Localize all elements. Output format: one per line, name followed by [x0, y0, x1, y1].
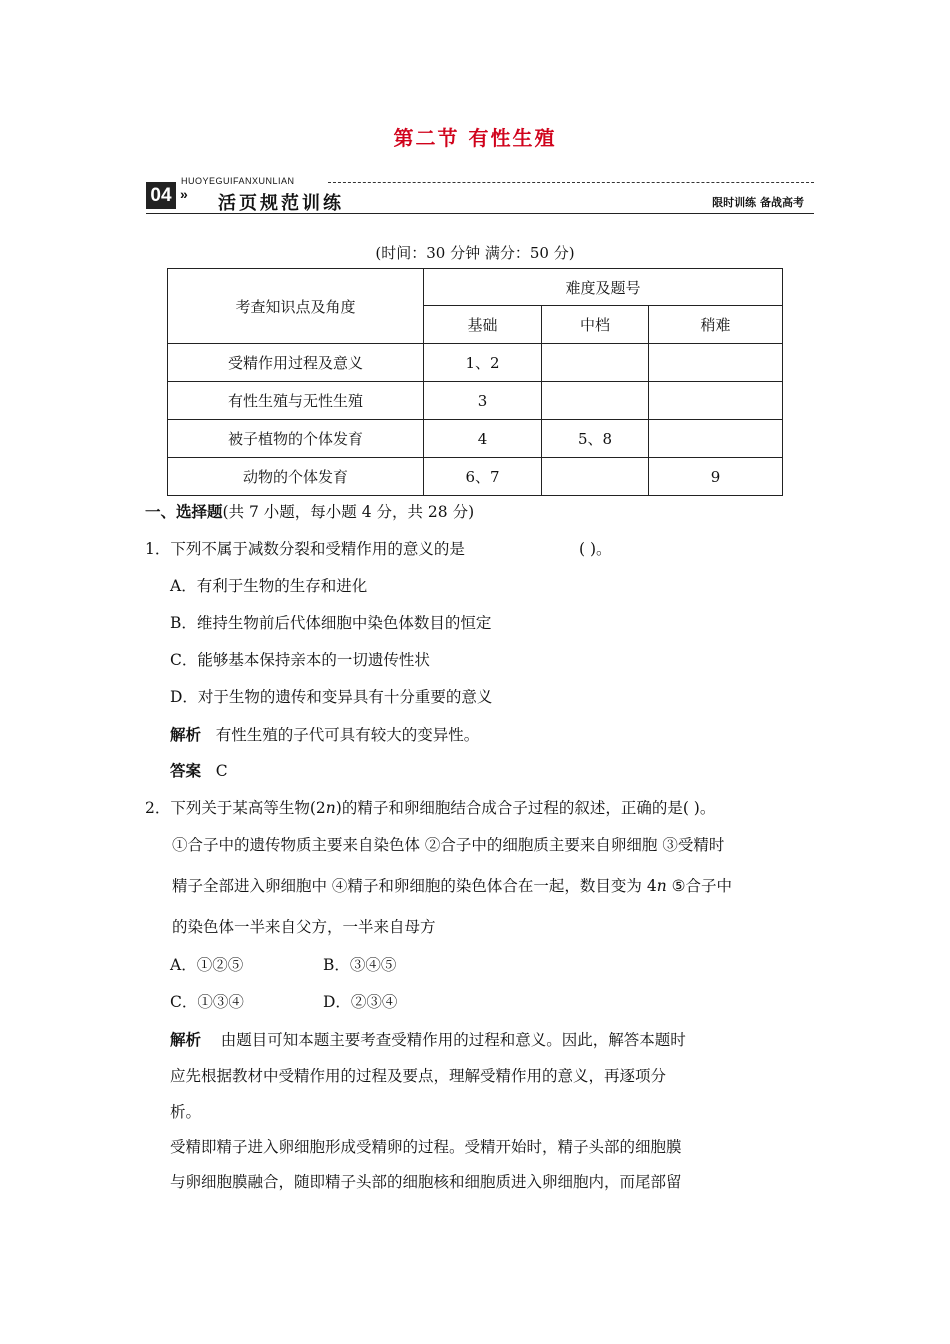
q2-stem-part: )的精子和卵细胞结合成合子过程的叙述，正确的是( )。: [335, 799, 716, 817]
table-cell: [649, 344, 783, 382]
table-level-header: 基础: [424, 306, 542, 344]
table-difficulty-header: 难度及题号: [424, 269, 783, 306]
section-banner: [146, 176, 814, 216]
q2-option-a: A．①②⑤: [170, 956, 244, 974]
q2-option-c: C．①③④: [170, 993, 244, 1011]
q2-line-italic: n: [656, 877, 667, 895]
q1-option-c: C．能够基本保持亲本的一切遗传性状: [170, 651, 430, 669]
table-cell: 1、2: [424, 344, 542, 382]
table-cell: [649, 382, 783, 420]
banner-title: 活页规范训练: [218, 193, 344, 214]
table-cell: [649, 420, 783, 458]
analysis-label: 解析: [170, 1031, 202, 1049]
q2-analysis-line: [170, 1028, 686, 1050]
q2-line-part: 精子全部进入卵细胞中 ④精子和卵细胞的染色体合在一起，数目变为 4: [172, 877, 657, 895]
analysis-label: 解析: [170, 726, 202, 744]
q1-answer-bracket: ( )。: [579, 540, 612, 558]
q2-line-part: ⑤合子中: [666, 877, 733, 895]
page-title: 第二节 有性生殖: [393, 126, 557, 150]
answer-text: C: [215, 762, 228, 780]
table-level-header: 稍难: [649, 306, 783, 344]
section-heading: [145, 500, 474, 522]
section-heading-bold: 一、选择题: [145, 503, 223, 521]
table-row: [168, 382, 783, 420]
banner-tagline: 限时训练 备战高考: [712, 196, 804, 209]
q1-option-d: D．对于生物的遗传和变异具有十分重要的意义: [170, 688, 493, 706]
table-cell: [542, 382, 649, 420]
time-score-line: (时间：30 分钟 满分：50 分): [375, 244, 575, 262]
table-cell: 5、8: [542, 420, 649, 458]
table-cell: 4: [424, 420, 542, 458]
banner-dashed-line: [328, 182, 814, 183]
table-topic-header: 考查知识点及角度: [168, 269, 424, 344]
banner-pinyin: HUOYEGUIFANXUNLIAN: [181, 176, 295, 186]
q2-statement-line: 的染色体一半来自父方，一半来自母方: [172, 918, 436, 936]
analysis-text: 有性生殖的子代可具有较大的变异性。: [215, 726, 480, 744]
table-row: [168, 458, 783, 496]
table-row: [168, 344, 783, 382]
table-cell-topic: 有性生殖与无性生殖: [168, 382, 424, 420]
table-cell: 6、7: [424, 458, 542, 496]
q2-analysis-line: 受精即精子进入卵细胞形成受精卵的过程。受精开始时，精子头部的细胞膜: [170, 1138, 682, 1156]
q2-analysis-line: 应先根据教材中受精作用的过程及要点，理解受精作用的意义，再逐项分: [170, 1067, 667, 1085]
chevron-right-icon: »: [180, 186, 188, 202]
q2-analysis-line: 与卵细胞膜融合，随即精子头部的细胞核和细胞质进入卵细胞内，而尾部留: [170, 1173, 682, 1191]
table-cell: 9: [649, 458, 783, 496]
q1-answer: [170, 759, 228, 781]
q2-option-b: B．③④⑤: [323, 956, 397, 974]
table-cell-topic: 受精作用过程及意义: [168, 344, 424, 382]
knowledge-table: [167, 268, 783, 496]
banner-underline: [146, 213, 814, 214]
table-cell: 3: [424, 382, 542, 420]
q2-analysis-line: 析。: [170, 1103, 202, 1121]
table-level-header: 中档: [542, 306, 649, 344]
q2-stem: [145, 796, 715, 818]
banner-number: 04: [146, 182, 176, 209]
q2-option-d: D．②③④: [323, 993, 398, 1011]
table-cell-topic: 动物的个体发育: [168, 458, 424, 496]
q1-stem: 1．下列不属于减数分裂和受精作用的意义的是: [145, 540, 465, 558]
table-row: [168, 420, 783, 458]
table-cell: [542, 344, 649, 382]
q2-statement-line: ①合子中的遗传物质主要来自染色体 ②合子中的细胞质主要来自卵细胞 ③受精时: [172, 836, 725, 854]
section-heading-detail: (共 7 小题，每小题 4 分，共 28 分): [222, 503, 475, 521]
q1-option-a: A．有利于生物的生存和进化: [170, 577, 368, 595]
q1-option-b: B．维持生物前后代体细胞中染色体数目的恒定: [170, 614, 492, 632]
answer-label: 答案: [170, 762, 202, 780]
q1-analysis: [170, 723, 479, 745]
q2-stem-italic: n: [325, 799, 336, 817]
q2-statement-line: [172, 874, 732, 896]
q2-stem-part: 2．下列关于某高等生物(2: [145, 799, 326, 817]
table-cell-topic: 被子植物的个体发育: [168, 420, 424, 458]
analysis-text: 由题目可知本题主要考查受精作用的过程和意义。因此，解答本题时: [220, 1031, 686, 1049]
table-cell: [542, 458, 649, 496]
